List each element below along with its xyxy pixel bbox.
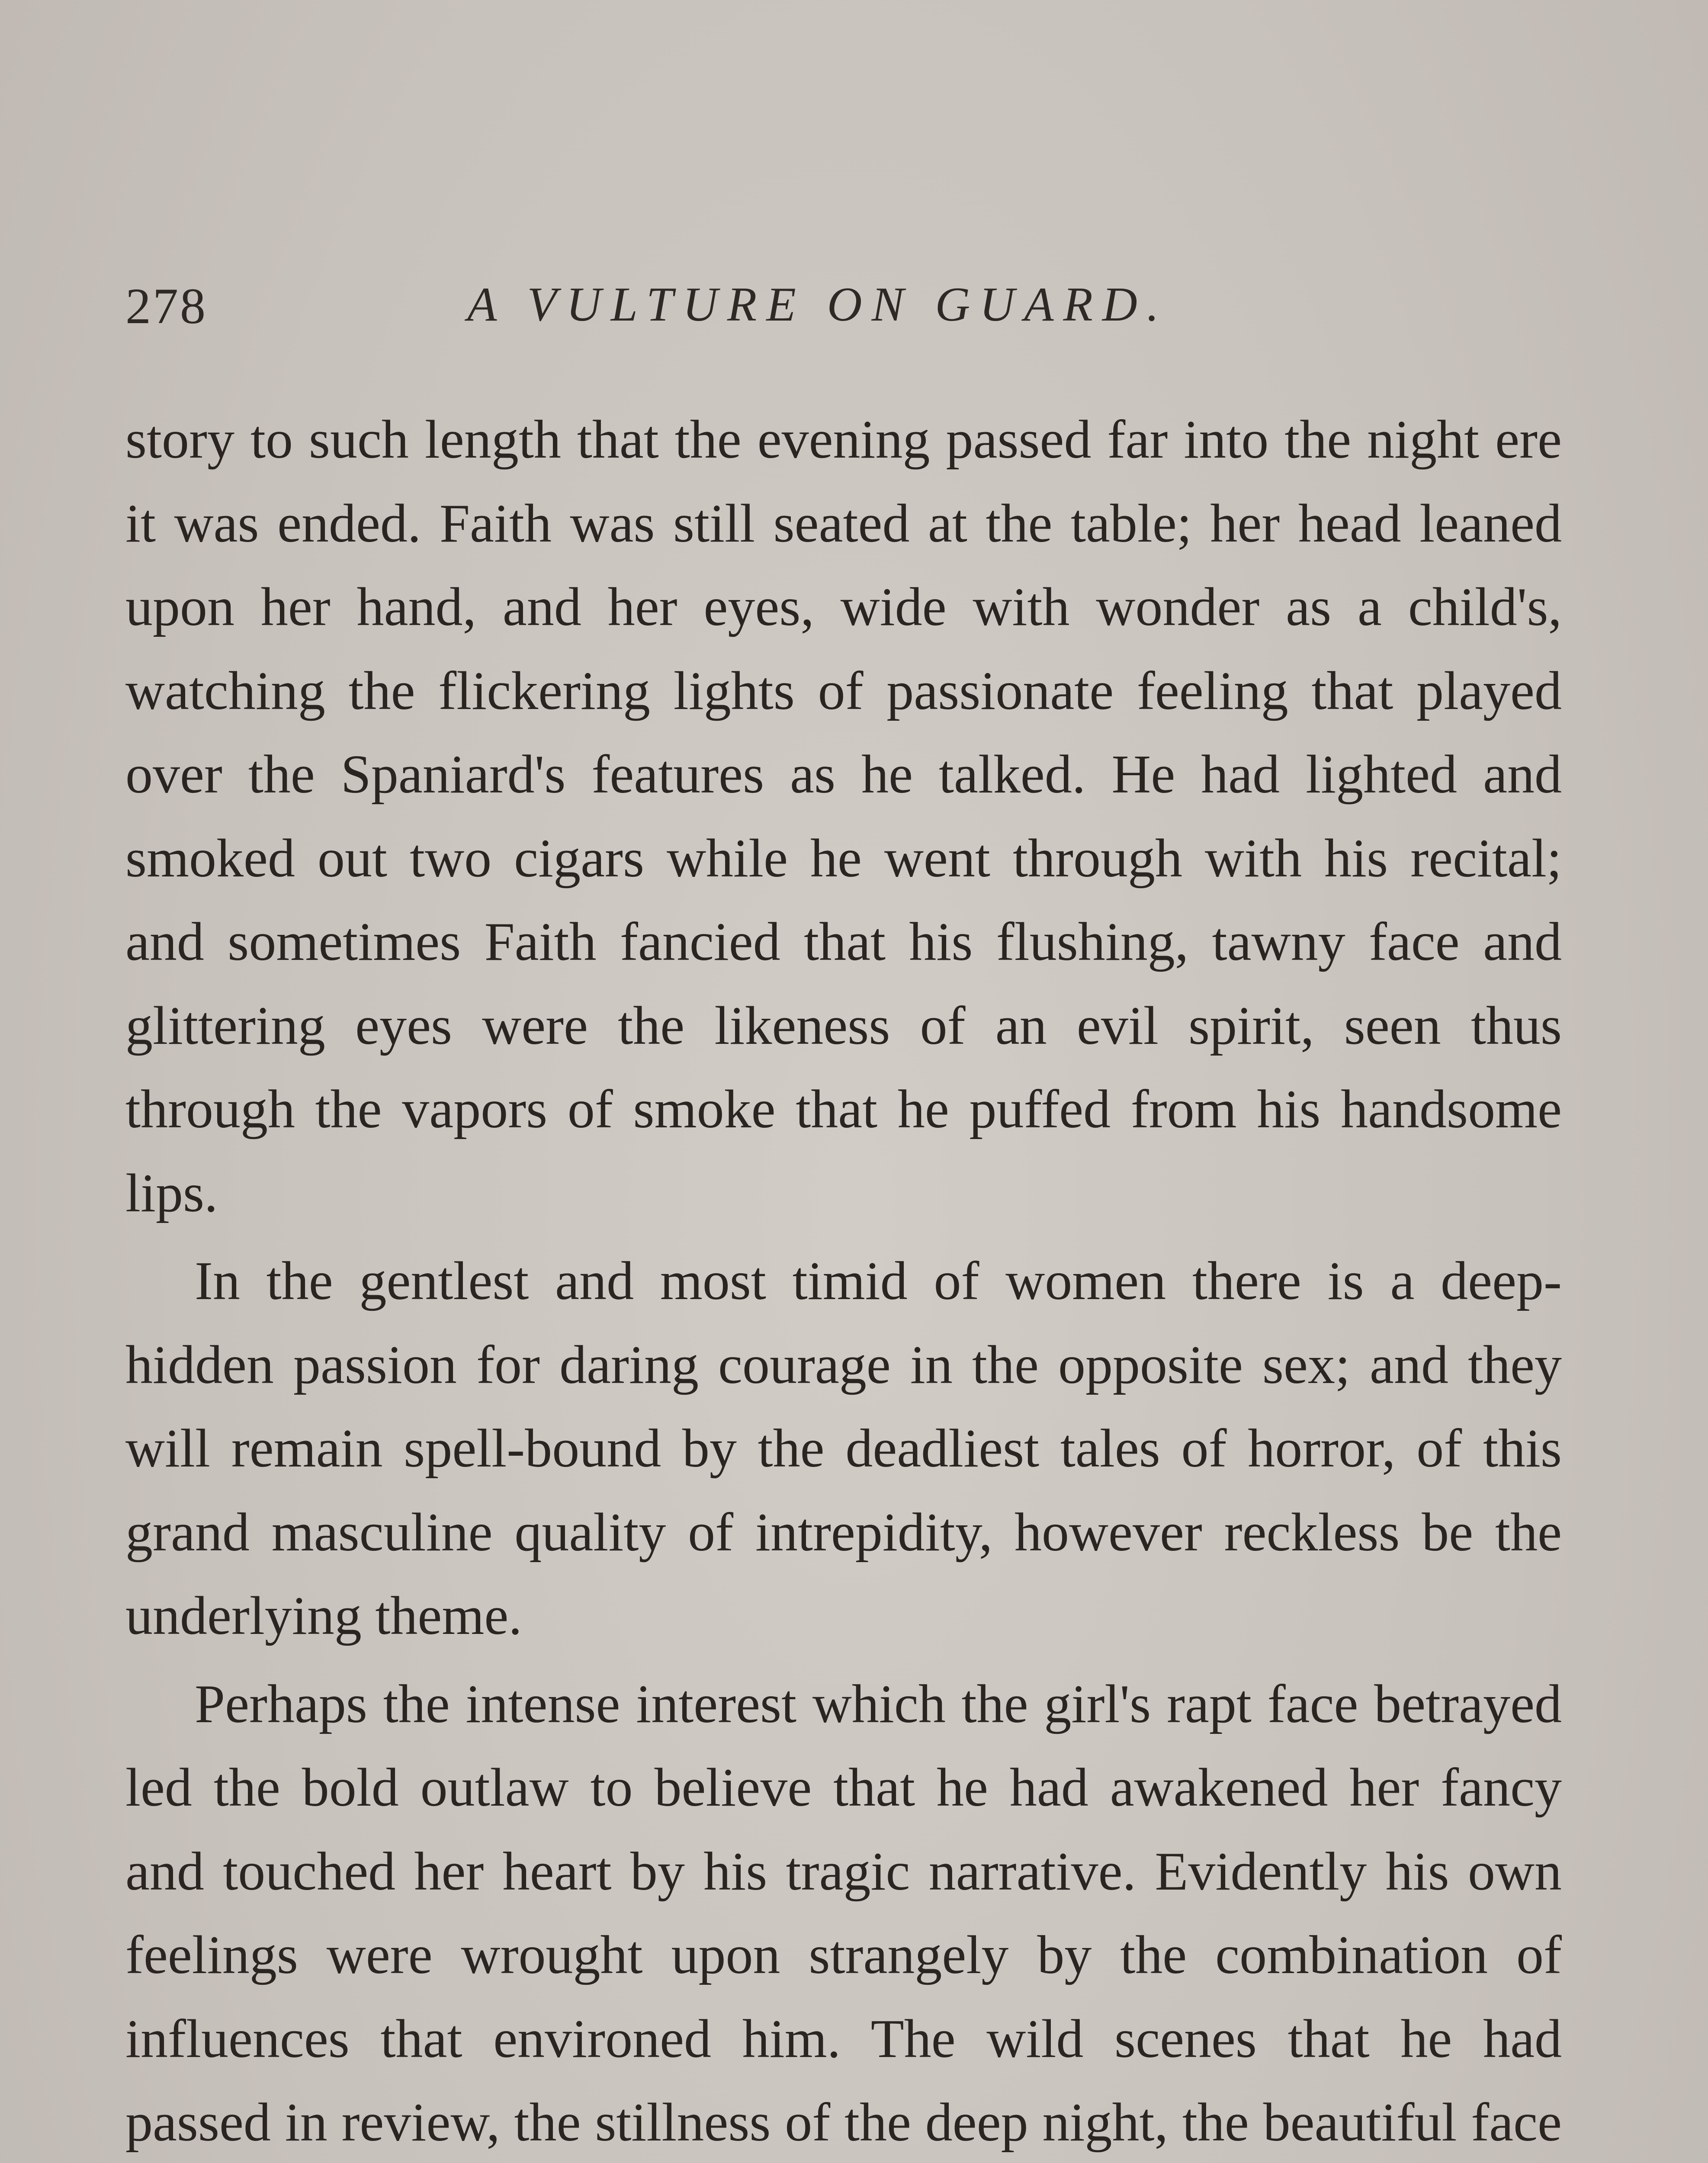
- paragraph-3: Perhaps the intense interest which the girl's rapt face betrayed led the bold outlaw to believe that he had awakened her fancy and touched her heart by his tragic narrative. Evidently his own feelings were wrought upon strangely by the combination of influences that environed him. The wild scenes that he had passed in review, the stillness of the deep night, the beautiful face: [125, 1674, 1562, 2153]
- body-text: [125, 398, 1562, 2163]
- paragraph-1: story to such length that the evening passed far into the night ere it was ended. Faith was still seated at the table; her head leaned upon her hand, and her eyes, wide with wonder as a child's, watching the flickering lights of passionate feeling that played over the Spaniard's features as he talked. He had lighted and smoked out two cigars while he went through with his recital; and sometimes Faith fancied that his flushing, tawny face and glittering eyes were the likeness of an evil spirit, seen thus through the vapors of smoke that he puffed from his handsome lips.: [125, 410, 1562, 1223]
- paragraph-2: In the gentlest and most timid of women there is a deep-hidden passion for daring courage in the opposite sex; and they will remain spell-bound by the deadliest tales of horror, of this grand masculine quality of intrepidity, however reckless be the underlying theme.: [125, 1251, 1562, 1646]
- running-head: A VULTURE ON GUARD.: [467, 278, 1169, 331]
- page-header: [125, 277, 1562, 346]
- page-number: 278: [125, 278, 207, 334]
